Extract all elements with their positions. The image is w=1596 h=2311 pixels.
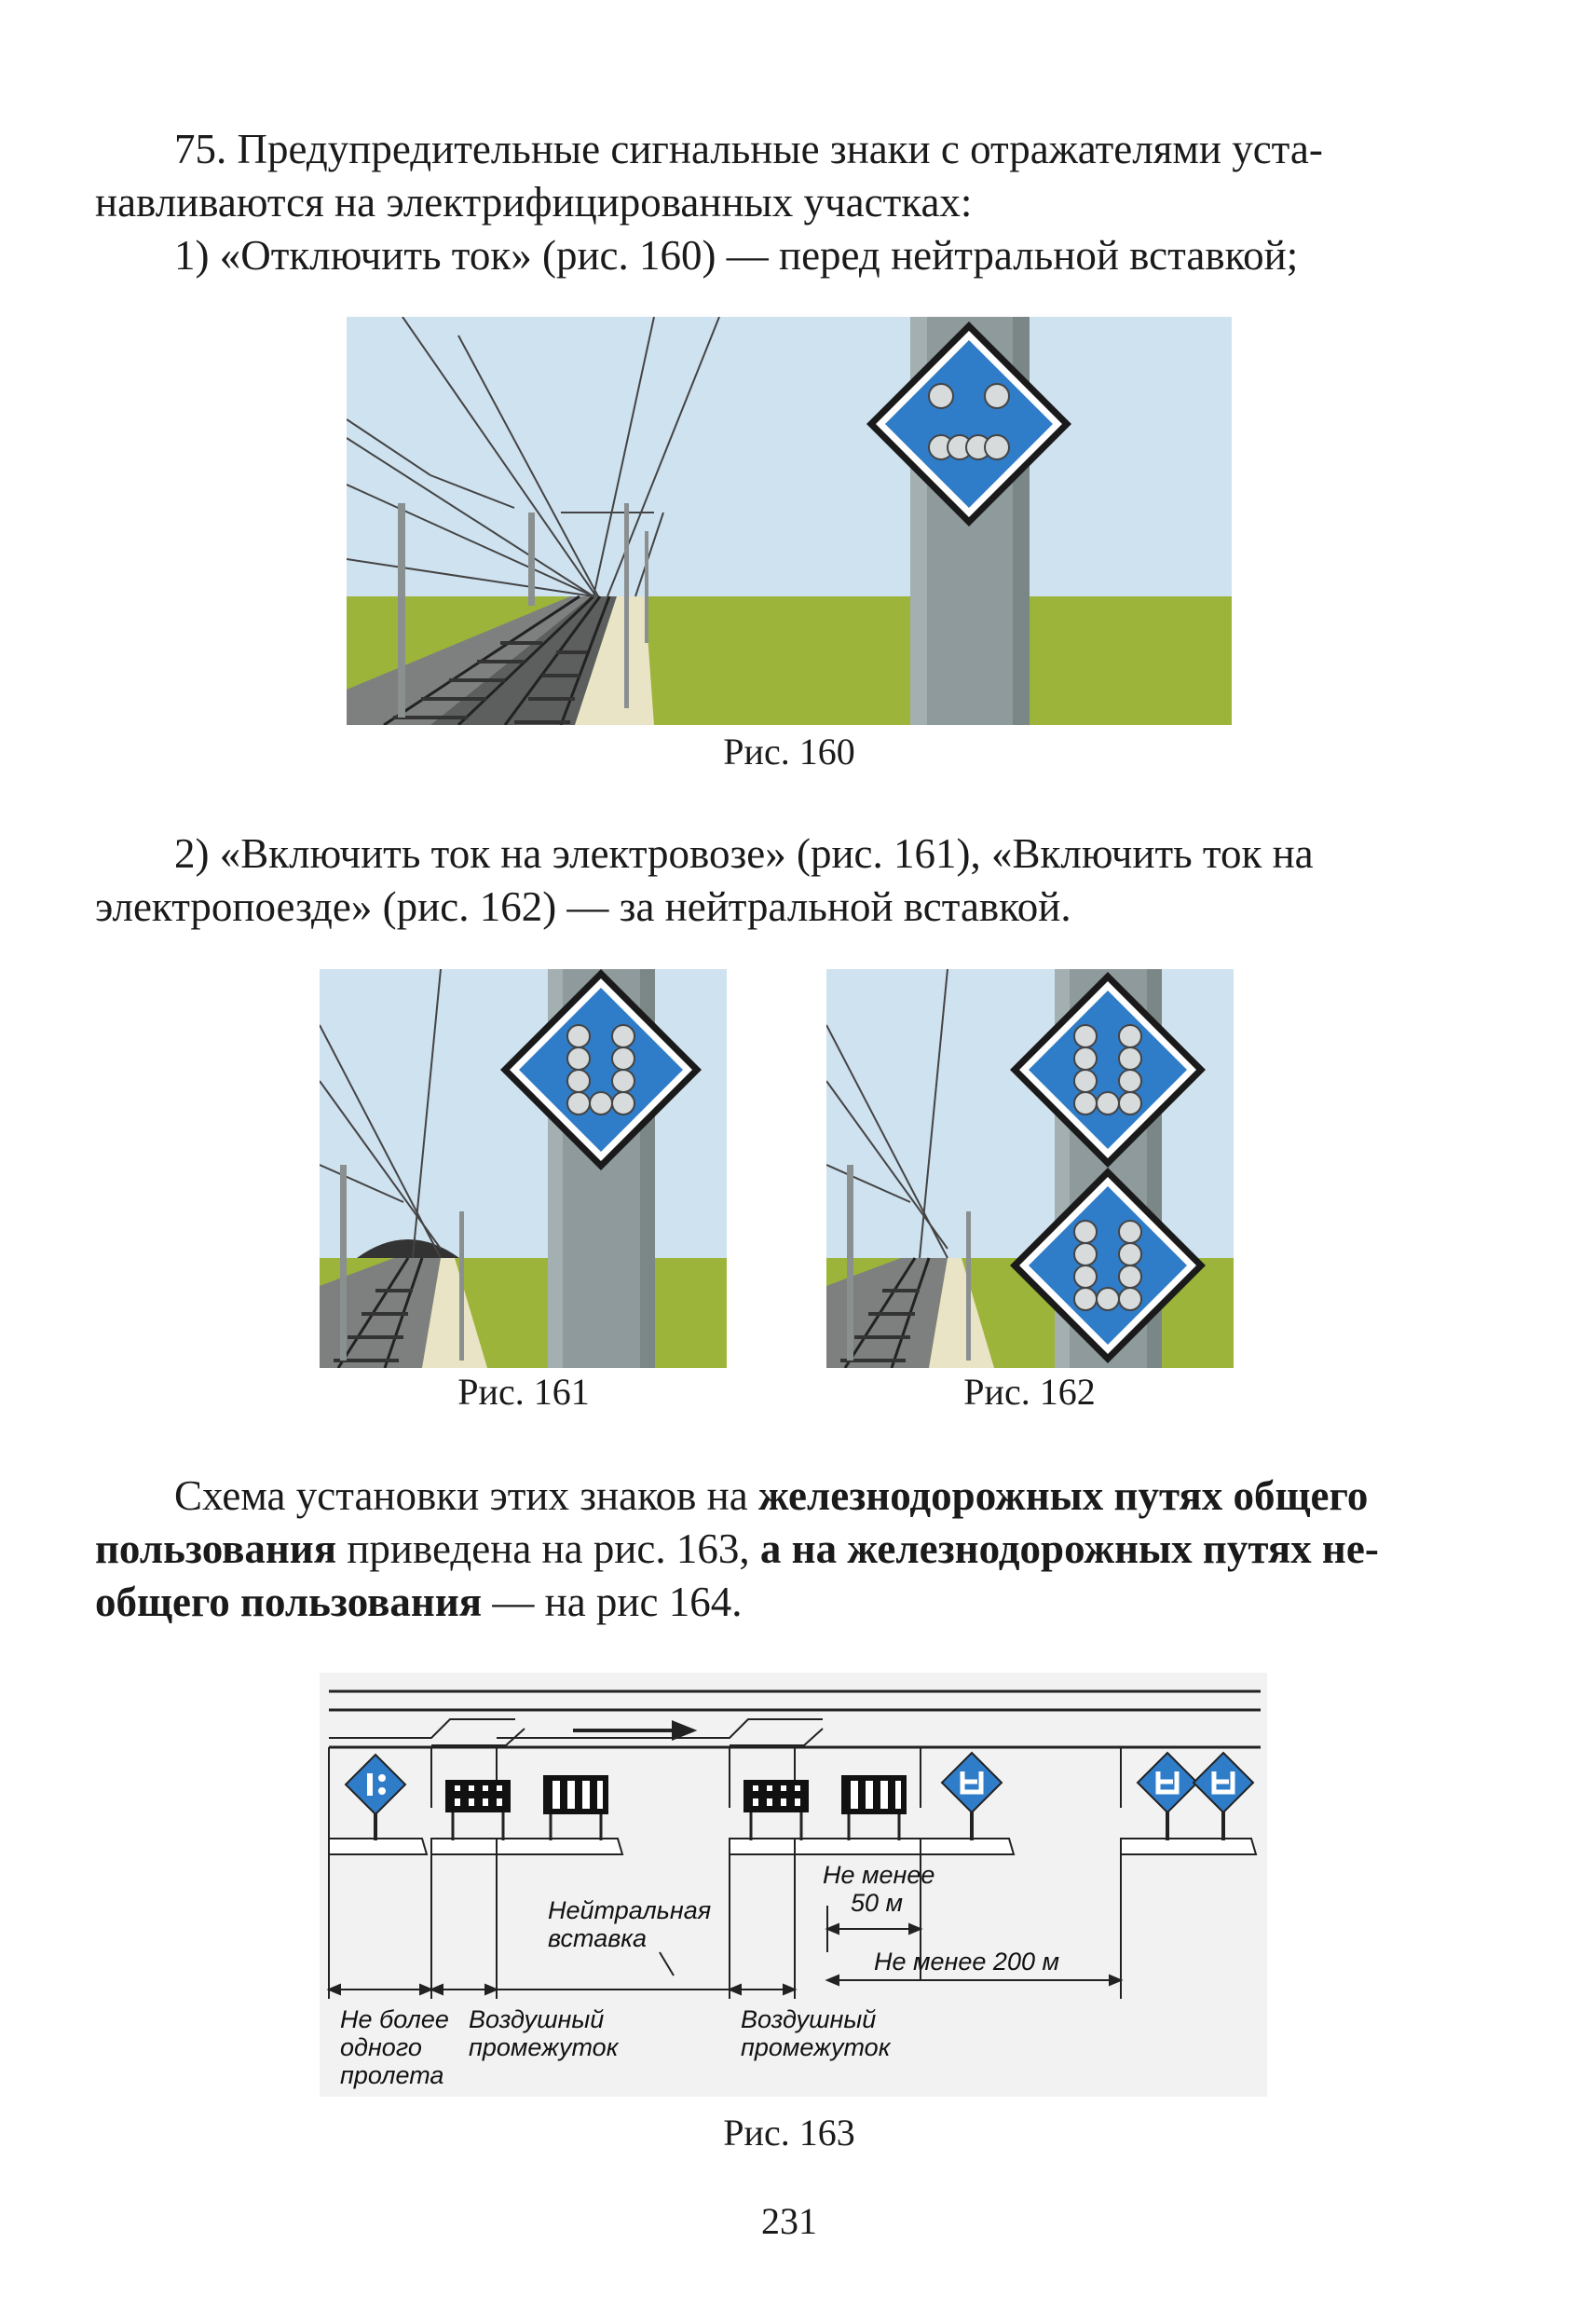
- figure-163-caption: Рис. 163: [723, 2112, 855, 2154]
- figure-161-caption: Рис. 161: [457, 1371, 590, 1413]
- label-max-span-line-1: Не более: [340, 2005, 449, 2033]
- intro-paragraph: [95, 123, 1502, 282]
- scheme-bold-2: пользования: [95, 1525, 337, 1572]
- label-air-gap-2-line-1: Воздушный: [741, 2005, 877, 2033]
- scheme-switch-on-train-sign-2: [1194, 1753, 1253, 1840]
- label-neutral-insert-line-2: вставка: [548, 1924, 648, 1952]
- label-min-50-line-2: 50 м: [851, 1889, 904, 1917]
- figure-162-caption: Рис. 162: [963, 1371, 1096, 1413]
- label-max-span-line-3: пролета: [340, 2061, 444, 2089]
- label-neutral-insert-line-1: Нейтральная: [548, 1896, 712, 1924]
- label-air-gap-2-line-2: промежуток: [741, 2033, 891, 2061]
- figure-160-caption: Рис. 160: [723, 731, 855, 773]
- item-2-line-2: электропоезде» (рис. 162) — за нейтральной вставкой.: [95, 883, 1071, 930]
- item-2-paragraph: [95, 827, 1502, 934]
- intro-item-1: 1) «Отключить ток» (рис. 160) — перед нейтральной вставкой;: [174, 232, 1299, 279]
- label-min-200: Не менее 200 м: [874, 1948, 1059, 1976]
- intro-line-2: навливаются на электрифицированных участках:: [95, 179, 973, 226]
- page-number: 231: [761, 2200, 817, 2242]
- scheme-bold-3: а на железнодорожных путях не-: [759, 1525, 1379, 1572]
- scheme-pantograph-raised-sign-1: [543, 1775, 608, 1840]
- scheme-text-3: — на рис 164.: [482, 1579, 743, 1625]
- label-min-50-line-1: Не менее: [823, 1861, 935, 1889]
- scheme-switch-on-locomotive-sign: [942, 1753, 1002, 1840]
- scheme-bold-4: общего пользования: [95, 1579, 483, 1625]
- label-air-gap-1-line-2: промежуток: [469, 2033, 619, 2061]
- scheme-text-1: Схема установки этих знаков на: [174, 1472, 758, 1519]
- figure-162-illustration: [826, 969, 1234, 1368]
- scheme-bold-1: железнодорожных путях общего: [757, 1472, 1369, 1519]
- intro-line-1: 75. Предупредительные сигнальные знаки с отражателями уста-: [174, 126, 1323, 172]
- scheme-text-2: приведена на рис. 163,: [336, 1525, 760, 1572]
- label-air-gap-1-line-1: Воздушный: [469, 2005, 605, 2033]
- scheme-switch-off-sign: [346, 1755, 405, 1840]
- scheme-pantograph-raised-sign-2: [841, 1775, 907, 1840]
- item-2-line-1: 2) «Включить ток на электровозе» (рис. 161), «Включить ток на: [174, 830, 1314, 877]
- label-max-span-line-2: одного: [340, 2033, 422, 2061]
- scheme-pantograph-lowered-sign-1: [445, 1780, 511, 1840]
- scheme-pantograph-lowered-sign-2: [743, 1780, 809, 1840]
- scheme-paragraph: [95, 1470, 1502, 1629]
- figure-163-diagram: [320, 1673, 1267, 2097]
- figure-161-illustration: [320, 969, 727, 1368]
- scheme-switch-on-train-sign-1: [1138, 1753, 1197, 1840]
- figure-160-illustration: [347, 317, 1232, 725]
